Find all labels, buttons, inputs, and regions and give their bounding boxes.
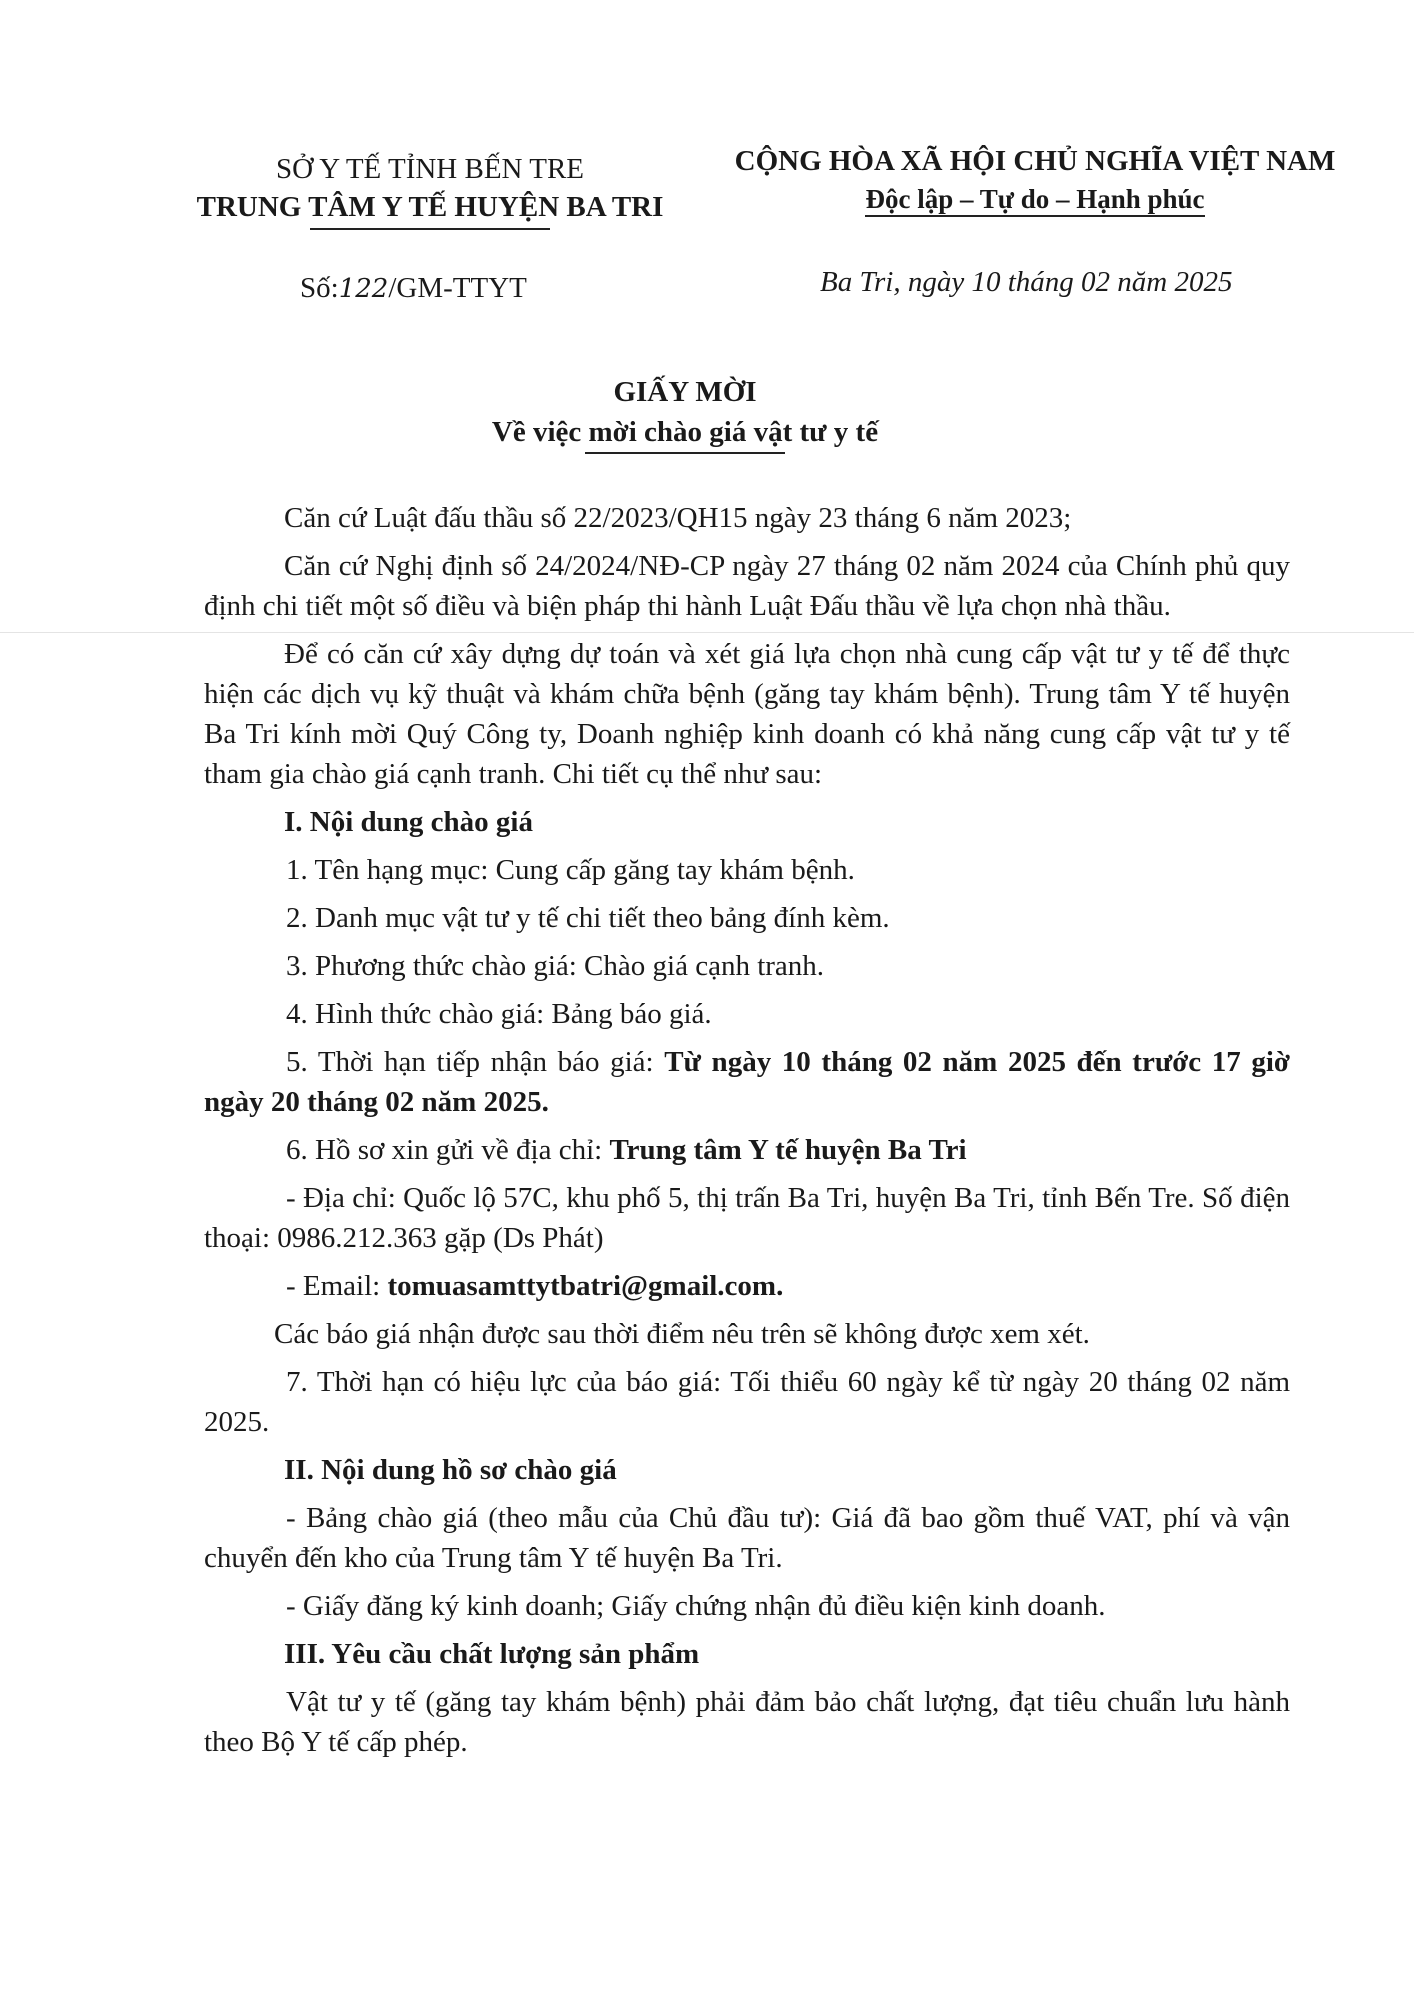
- document-title: [360, 372, 1010, 454]
- number-suffix: /GM-TTYT: [388, 272, 527, 304]
- title-underline: [585, 452, 785, 454]
- motto: Độc lập – Tự do – Hạnh phúc: [865, 184, 1204, 217]
- late-submission-note: Các báo giá nhận được sau thời điểm nêu trên sẽ không được xem xét.: [274, 1318, 1090, 1350]
- title-main: GIẤY MỜI: [613, 376, 757, 408]
- section-2-heading: II. Nội dung hồ sơ chào giá: [284, 1454, 617, 1486]
- email-line: [204, 1266, 1290, 1306]
- item-6-recipient: Trung tâm Y tế huyện Ba Tri: [609, 1134, 967, 1166]
- parent-agency: SỞ Y TẾ TỈNH BẾN TRE: [276, 153, 584, 185]
- section-2-item-b: - Giấy đăng ký kinh doanh; Giấy chứng nhận đủ điều kiện kinh doanh.: [286, 1590, 1106, 1622]
- email-address: tomuasamttytbatri@gmail.com.: [387, 1270, 784, 1302]
- agency-name: TRUNG TÂM Y TẾ HUYỆN BA TRI: [196, 191, 664, 223]
- item-5-label: 5. Thời hạn tiếp nhận báo giá:: [286, 1046, 665, 1078]
- section-1-heading: I. Nội dung chào giá: [284, 806, 533, 838]
- section-3-text: Vật tư y tế (găng tay khám bệnh) phải đảm bảo chất lượng, đạt tiêu chuẩn lưu hành theo Bộ Y tế cấp phép.: [204, 1686, 1290, 1758]
- email-label: - Email:: [286, 1270, 388, 1302]
- legal-basis-1: Căn cứ Luật đấu thầu số 22/2023/QH15 ngày 23 tháng 6 năm 2023;: [284, 502, 1072, 534]
- number-prefix: Số:: [300, 272, 339, 304]
- item-6-label: 6. Hồ sơ xin gửi về địa chỉ:: [286, 1134, 610, 1166]
- national-motto-header: [720, 142, 1350, 218]
- section-3-heading: III. Yêu cầu chất lượng sản phẩm: [284, 1638, 700, 1670]
- item-7: 7. Thời hạn có hiệu lực của báo giá: Tối thiểu 60 ngày kể từ ngày 20 tháng 02 năm 2025.: [204, 1366, 1290, 1438]
- document-date: Ba Tri, ngày 10 tháng 02 năm 2025: [820, 266, 1233, 298]
- item-1: 1. Tên hạng mục: Cung cấp găng tay khám bệnh.: [286, 854, 855, 886]
- handwritten-number: 122: [338, 274, 389, 304]
- issuing-agency-header: [150, 150, 710, 230]
- agency-underline: [310, 228, 550, 230]
- address-line: - Địa chỉ: Quốc lộ 57C, khu phố 5, thị trấn Ba Tri, huyện Ba Tri, tỉnh Bến Tre. Số điện thoại: 0986.212.363 gặp (Ds Phát): [204, 1182, 1290, 1254]
- item-4: 4. Hình thức chào giá: Bảng báo giá.: [286, 998, 712, 1030]
- country-name: CỘNG HÒA XÃ HỘI CHỦ NGHĨA VIỆT NAM: [734, 145, 1336, 177]
- section-2-item-a: - Bảng chào giá (theo mẫu của Chủ đầu tư): Giá đã bao gồm thuế VAT, phí và vận chuyển đến kho của Trung tâm Y tế huyện Ba Tri.: [204, 1502, 1290, 1574]
- document-number: [300, 272, 527, 305]
- document-body: [204, 498, 1290, 1770]
- title-subject: Về việc mời chào giá vật tư y tế: [491, 416, 879, 448]
- item-3: 3. Phương thức chào giá: Chào giá cạnh tranh.: [286, 950, 825, 982]
- item-5: [204, 1042, 1290, 1122]
- legal-basis-2: Căn cứ Nghị định số 24/2024/NĐ-CP ngày 27 tháng 02 năm 2024 của Chính phủ quy định chi tiết một số điều và biện pháp thi hành Luật Đấu thầu về lựa chọn nhà thầu.: [204, 550, 1290, 622]
- item-6: [204, 1130, 1290, 1170]
- purpose-paragraph: Để có căn cứ xây dựng dự toán và xét giá lựa chọn nhà cung cấp vật tư y tế để thực hiện các dịch vụ kỹ thuật và khám chữa bệnh (găng tay khám bệnh). Trung tâm Y tế huyện Ba Tri kính mời Quý Công ty, Doanh nghiệp kinh doanh có khả năng cung cấp vật tư y tế tham gia chào giá cạnh tranh. Chi tiết cụ thể như sau:: [204, 638, 1290, 790]
- item-2: 2. Danh mục vật tư y tế chi tiết theo bảng đính kèm.: [286, 902, 890, 934]
- item-5-deadline: Từ ngày 10 tháng 02 năm 2025 đến trước 17 giờ ngày 20 tháng 02 năm 2025.: [204, 1046, 1290, 1118]
